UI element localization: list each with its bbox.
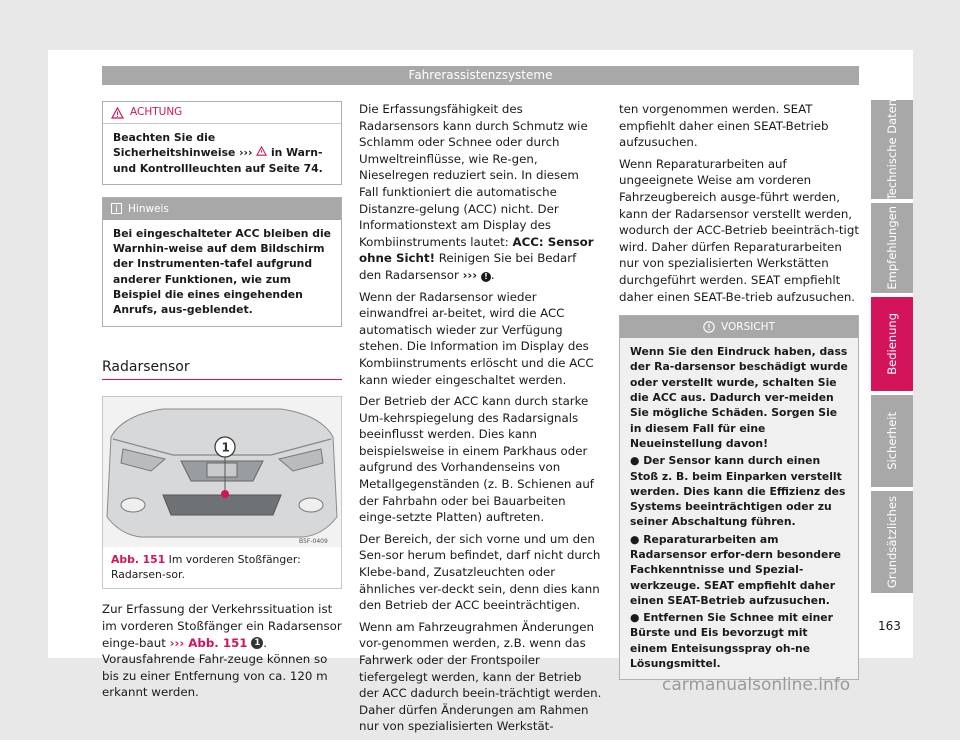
info-icon	[111, 203, 122, 214]
tab-grundsaetzliches[interactable]: Grundsätzliches	[871, 491, 913, 593]
caution-bullet: ● Entfernen Sie Schnee mit einer Bürste und Eis bevorzugt mit einem Enteisungsspray oh-ne Lösungsmittel.	[630, 611, 833, 671]
figure	[102, 396, 342, 589]
header-title: Fahrerassistenzsysteme	[408, 68, 553, 82]
column-1	[102, 101, 342, 706]
caution-header	[620, 316, 858, 338]
body-paragraph: ten vorgenommen werden. SEAT empfiehlt daher einen SEAT-Betrieb aufzusuchen.	[619, 102, 829, 150]
column-2	[359, 101, 602, 740]
figure-callout: 1	[221, 440, 230, 455]
note-title: Hinweis	[128, 202, 169, 215]
body-paragraph: Der Bereich, der sich vorne und um den Sen-sor herum befindet, darf nicht durch Klebe-band, Zusatzleuchten oder ähnliches ver-deckt sein, denn dies kann den Betrieb der ACC beeinträchtigen.	[359, 531, 601, 613]
figure-label: Abb. 151	[111, 553, 166, 567]
page-number: 163	[878, 619, 901, 633]
side-tabs	[871, 100, 913, 597]
page-header	[102, 66, 859, 85]
body-paragraph: Wenn am Fahrzeugrahmen Änderungen vor-genommen werden, z.B. wenn das Fahrwerk oder der Frontspoiler tiefergelegt werden, kann der Betrieb der ACC dadurch beein-trächtigt werden. Daher dürfen Änderungen am Rahmen nur von spezialisierten Werkstät-	[359, 619, 602, 734]
tab-technische-daten[interactable]: Technische Daten	[871, 100, 913, 199]
body-paragraph: Wenn der Radarsensor wieder einwandfrei ar-beitet, wird die ACC automatisch wieder zur Verfügung stehen. Die Information im Display des Kombiinstruments erlöscht und die ACC kann wieder eingeschaltet werden.	[359, 289, 594, 387]
link-arrows[interactable]: ›››	[239, 146, 253, 160]
figure-caption: Abb. 151 Im vorderen Stoßfänger: Radarsen-sor.	[111, 553, 301, 581]
body-paragraph: Wenn Reparaturarbeiten auf ungeeignete Weise am vorderen Fahrzeugbereich ausge-führt werden, kann der Radarsensor verstellt werden, wodurch der ACC-Betrieb beeinträch-tigt wird. Daher dürfen Reparaturarbeiten nur von spezialisierten Werkstätten durchgeführt werden. SEAT empfiehlt daher einen SEAT-Be-trieb aufzusuchen.	[619, 156, 859, 304]
caution-icon	[703, 321, 715, 333]
section-title: Radarsensor	[102, 359, 342, 381]
note-text: Bei eingeschalteter ACC bleiben die Warnhin-weise auf dem Bildschirm der Instrumenten-tafel aufgrund anderer Funktionen, wie zum Beispiel die eines eingehenden Anrufs, aus-geblendet.	[113, 226, 331, 317]
warning-icon	[256, 146, 267, 156]
warning-title: ACHTUNG	[130, 106, 183, 119]
caution-bullet: ● Reparaturarbeiten am Radarsensor erfor-dern besondere Fachkenntnisse und Spezial-werkzeuge. SEAT empfiehlt daher einen SEAT-Betrieb aufzusuchen.	[630, 532, 841, 607]
caution-mark-icon: !	[481, 272, 491, 282]
caution-title: VORSICHT	[721, 320, 775, 333]
caution-box	[619, 315, 859, 680]
caution-bullet: ● Der Sensor kann durch einen Stoß z. B. beim Einparken verstellt werden. Dies kann die Effizienz des Systems beeinträchtigen oder zu seiner Abschaltung führen.	[630, 454, 846, 529]
tab-sicherheit[interactable]: Sicherheit	[871, 395, 913, 487]
watermark: carmanualsonline.info	[662, 675, 851, 695]
column-3	[619, 101, 859, 680]
link-arrows[interactable]: ›››	[462, 267, 478, 282]
warning-icon	[111, 107, 124, 119]
tab-empfehlungen[interactable]: Empfehlungen	[871, 203, 913, 293]
tab-bedienung[interactable]: Bedienung	[871, 297, 913, 391]
figure-code: B5F-0409	[299, 538, 328, 546]
figure-link[interactable]: ››› Abb. 151	[169, 635, 248, 650]
body-paragraph: Die Erfassungsfähigkeit des Radarsensors kann durch Schmutz wie Schlamm oder Schnee oder durch Umweltreinflüsse, wie Re-gen, Nieselregen reduziert sein. In diesem Fall funktioniert die automatische Distanzre-gelung (ACC) nicht. Der Informationstext am Display des Kombiinstruments lautet: ACC: Sensor ohne Sicht! Reinigen Sie bei Bedarf den Radarsensor ››› ! .	[359, 102, 594, 282]
body-paragraph: Der Betrieb der ACC kann durch starke Um-kehrspiegelung des Radarsignals beeinflusst werden. Dies kann beispielsweise in einem Parkhaus oder aufgrund des Vorhandenseins von Metallgegenständen (z. B. Schienen auf der Fahrbahn oder bei Bauarbeiten einge-setzte Platten) auftreten.	[359, 394, 594, 525]
note-header	[103, 198, 341, 220]
caution-text: Wenn Sie den Eindruck haben, dass der Ra-darsensor beschädigt wurde oder verstellt wurde, schalten Sie die ACC aus. Dadurch ver-meiden Sie mögliche Schäden. Sorgen Sie in diesem Fall für eine Neueinstellung davon! ● Der Sensor kann durch einen Stoß z. B. beim Einparken verstellt werden. Dies kann die Effizienz des Systems beeinträchtigen oder zu seiner Abschaltung führen. ● Reparaturarbeiten am Radarsensor erfor-dern besondere Fachkenntnisse und Spezial-werkzeuge. SEAT empfiehlt daher einen SEAT-Betrieb aufzusuchen. ● Entfernen Sie Schnee mit einer Bürste und Eis bevorzugt mit einem Enteisungsspray oh-ne Lösungsmittel.	[630, 345, 848, 671]
callout-badge: 1	[251, 637, 263, 649]
body-paragraph: Zur Erfassung der Verkehrssituation ist im vorderen Stoßfänger ein Radarsensor einge-baut ››› Abb. 151 1 . Vorausfahrende Fahr-zeuge können so bis zu einer Entfernung von ca. 120 m erkannt werden.	[102, 602, 342, 700]
car-front-image	[103, 397, 341, 547]
warning-box	[102, 101, 342, 185]
warning-header	[103, 102, 341, 124]
warning-text: Beachten Sie die Sicherheitshinweise ››› in Warn- und Kontrollleuchten auf Seite 74.	[113, 131, 323, 175]
note-box	[102, 197, 342, 327]
car-front-illustration	[103, 397, 341, 547]
